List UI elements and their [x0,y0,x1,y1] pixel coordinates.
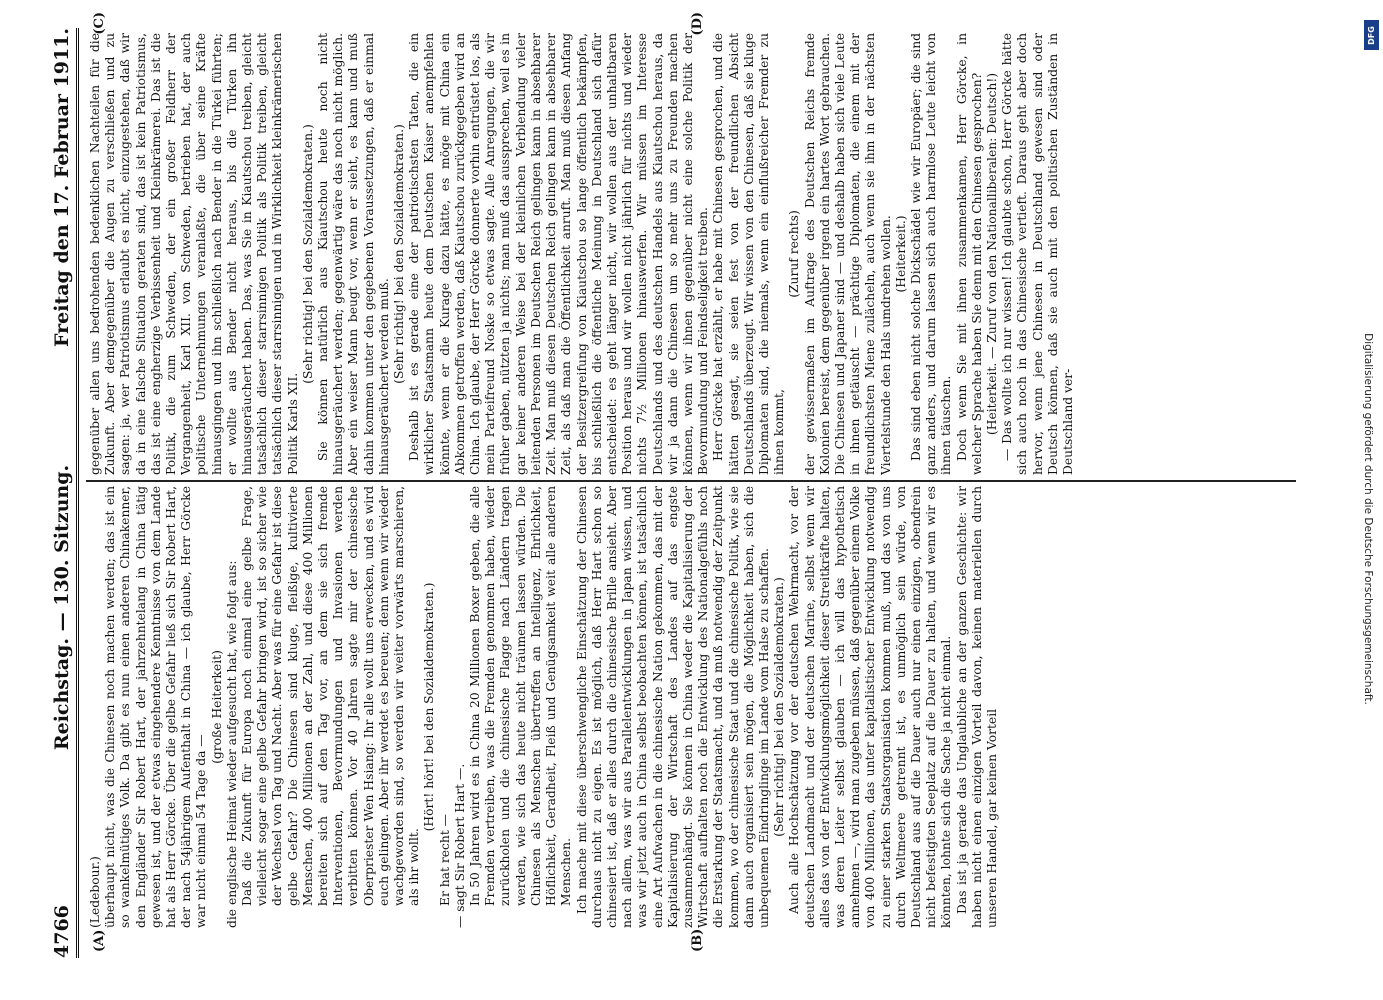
margin-marker-a: (A) [92,929,107,952]
paragraph: Das sind eben nicht solche Dickschädel wie wir Europäer; die sind ganz anders, und darum lassen sich auch harmlose Leute leicht von ihnen täuschen. [908,33,954,475]
right-text-column [88,33,1293,475]
session-title: Reichstag. — 130. Sitzung. [51,464,73,751]
paragraph: (Sehr richtig! bei den Sozialdemokraten.) [772,577,787,837]
margin-marker-c: (C) [92,12,107,35]
paragraph: (Zuruf rechts) [787,210,802,298]
side-margin [1362,12,1382,988]
digitization-note: Digitalisierung gefördert durch die Deutsche Forschungsgemeinschaft. [1362,333,1374,705]
paragraph: Auch alle Hochschätzung vor der deutschen Wehrmacht, vor der deutschen Landmacht und der deutschen Marine, selbst wenn wir alles das von der Entwicklungsmöglichkeit dieser Streitkräfte halten, was deren Leiter selbst glauben — ich will das hypothetisch annehmen —, wird man zugeben müssen, daß gegenüber einem Volke von 400 Millionen, das unter kapitalistischer Entwicklung notwendig zu einer starken Staatsorganisation kommen muß, und das von uns durch Weltmeere getrennt ist, es unmöglich sein würde, von Deutschland aus auf die Dauer auch nur einen einzigen, obendrein nicht befestigten Seeplatz auf die Dauer zu halten, und wenn wir es könnten, lohnte sich die Sache ja nicht einmal. [787,486,954,928]
dfg-logo: DFG [1364,20,1379,50]
margin-marker-d: (D) [690,12,705,36]
margin-marker-b: (B) [690,928,705,952]
paragraph: (große Heiterkeit) [209,650,224,764]
paragraph: Er hat recht — [437,814,452,906]
paragraph: (Sehr richtig! bei den Sozialdemokraten.) [392,124,407,384]
session-date: Freitag den 17. Februar 1911. [51,28,73,348]
paragraph: der gewissermaßen im Auftrage des Deutschen Reichs fremde Kolonien bereist, dem gegenüber irgend ein hartes Wort gebrauchen. Die Chinesen und Japaner sind — und deshalb haben sich viele Leute in ihnen getäuscht — prächtige Diplomaten, die einem mit der freundlichsten Miene zulächeln, auch wenn sie ihm in der nächsten Viertelstunde den Hals umdrehen wollen. [802,33,893,475]
page-header [45,28,73,958]
column-divider [86,480,1296,482]
paragraph: (Sehr richtig! bei den Sozialdemokraten.) [300,124,315,384]
header-rule [76,28,79,958]
paragraph: — Das wollte ich nur wissen! Ich glaubte schon, Herr Görcke hätte sich auch noch in das Chinesische vertieft. Daraus geht aber doch hervor, wenn jene Chinesen in Deutschland gewesen sind oder Deutsch können, daß sie auch mit den politischen Zuständen in Deutschland ver- [1000,33,1075,475]
paragraph: Herr Görcke hat erzählt, er habe mit Chinesen gesprochen, und die hätten gesagt, sie seien fest von der freundlichen Absicht Deutschlands überzeugt. Wir wissen von den Chinesen, daß sie kluge Diplomaten sind, die niemals, wenn ein einflußreicher Fremder zu ihnen kommt, [711,33,787,475]
paragraph: Doch wenn Sie mit ihnen zusammenkamen, Herr Görcke, in welcher Sprache haben Sie denn mit den Chinesen gesprochen? [954,33,984,475]
page-number: 4766 [51,905,73,958]
paragraph: Deshalb ist es gerade eine der patriotischsten Taten, die ein wirklicher Staatsmann heute dem Deutschen Kaiser anempfehlen könnte, wenn er die Kurage dazu hätte, es möge mit China ein Abkommen getroffen werden, daß Kiautschou zurückgegeben wird an China. Ich glaube, der Herr Görcke donnerte vorhin entrüstet los, als mein Parteifreund Noske so etwas sagte. Alle Anregungen, die wir früher gaben, nützten ja nichts; man muß das aussprechen, weil es in gar keiner anderen Weise bei der kleinlichen Verblendung vieler leitenden Personen im Deutschen Reich gelingen kann in absehbarer Zeit. Man muß diesen Deutschen Reich gelingen kann in absehbarer Zeit, als daß man die Öffentlichkeit anruft. Man muß diesen Anfang der Besitzergreifung von Kiautschou so lange öffentlich bekämpfen, bis schließlich die öffentliche Meinung in Deutschland sich dafür entscheidet: es geht länger nicht, wir wollen aus der unhaltbaren Position heraus und wir wollen nicht jährlich für nichts und wieder nichts 7½ Millionen hinauswerfen. Wir müssen im Interesse Deutschlands und des deutschen Handels aus Kiautschou heraus, da wir ja dann die Chinesen um so mehr uns zu Freunden machen können, wenn wir ihnen gegenüber nicht eine solche Politik der Bevormundung und Feindseligkeit treiben. [407,33,711,475]
paragraph: — sagt Sir Robert Hart —. [452,763,467,928]
paragraph: Das ist ja gerade das Unglaubliche an der ganzen Geschichte: wir haben nicht einen einzigen Vorteil davon, keinen materiellen durch unseren Handel, gar keinen Vorteil [954,486,999,928]
paragraph: (Hört! hört! bei den Sozialdemokraten.) [422,582,437,832]
paragraph: (Ledebour.) [88,856,102,928]
paragraph: In 50 Jahren wird es in China 20 Millionen Boxer geben, die alle Fremden vertreiben, was die Fremden genommen haben, wieder zurückholen und die chinesische Flagge nach Ländern tragen werden, wie sich das heute nicht träumen lassen würden. Die Chinesen als Menschen übertreffen an Intelligenz, Ehrlichkeit, Höflichkeit, Geradheit, Fleiß und Genügsamkeit weit alle anderen Menschen. [468,486,574,906]
paragraph: Ich mache mit diese überschwengliche Einschätzung der Chinesen durchaus nicht zu eigen. Es ist möglich, daß Herr Hart schon so chinesiert ist, daß er alles durch die chinesische Brille ansieht. Aber nach allem, was wir aus Parallelentwicklungen in Japan wissen, und was wir jetzt auch in China selbst beobachten können, ist tatsächlich eine Art Aufwachen in die chinesische Nation gekommen, das mit der Kapitalisierung der Wirtschaft des Landes auf das engste zusammenhängt. Sie können in China weder die Kapitalisierung der Wirtschaft aufhalten noch die Entwicklung des Nationalgefühls noch die Erstarkung der Staatsmacht, und da muß notwendig der Zeitpunkt kommen, wo der chinesische Staat und die chinesische Politik, wie sie dann auch organisiert sein mögen, die Möglichkeit haben, sich die unbequemen Eindringlinge im Lande vom Halse zu schaffen. [574,486,771,928]
paragraph: überhaupt nicht, was die Chinesen noch machen werden; das ist ein so wankelmütiges Volk. Da gibt es nun einen anderen Chinakenner, den Engländer Sir Robert Hart, der jahrzehntelang in China tätig gewesen ist, und der etwas eingehendere Kenntnisse von dem Lande hat als Herr Görcke. Über die gelbe Gefahr ließ sich Sir Robert Hart, der nach 54jährigem Aufenthalt in China — ich glaube, Herr Görcke war nicht einmal 54 Tage da — [103,486,209,928]
paragraph: gegenüber allen uns bedrohenden bedenklichen Nachteilen für die Zukunft. Aber demgegenüber die Augen zu verschließen und zu sagen: ja, wer Patriotismus erlaubt es nicht, einzugestehen, daß wir da in eine falsche Situation geraten sind, das ist kein Patriotismus, das ist eine engherzige Verbissenheit und Kleinkrämerei. Das ist die Politik, die zum Schweden, der ein großer Feldherr der Vergangenheit, Karl XII. von Schweden, betrieben hat, der auch politische Unternehmungen veranlaßte, die über seine Kräfte hinausgingen und ihn schließlich nach Bender in die Türkei führten; er wollte aus Bender nicht heraus, bis die Türken ihn hinausgeräuchert haben. Das, was Sie in Kiautschou treiben, gleicht tatsächlich dieser starrsinnigen Politik als Politik treiben, gleicht tatsächlich dieser starrsinnigen und in Wirklichkeit kleinkrämerischen Politik Karls XII. [88,33,300,475]
paragraph: Daß die Zukunft für Europa noch einmal eine gelbe Frage, vielleicht sogar eine gelbe Gefahr bringen wird, ist so sicher wie der Wechsel von Tag und Nacht. Aber was für eine Gefahr ist diese gelbe Gefahr? Die Chinesen sind kluge, fleißige, kultivierte Menschen, 400 Millionen an der Zahl, und diese 400 Millionen bereiten sich auf den Tag vor, an dem sie sich fremde Interventionen, Bevormundungen und Invasionen werden verbitten können. Vor 40 Jahren sagte mir der chinesische Oberpriester Wen Hsiang: Ihr alle wollt uns erwecken, und es wird euch gelingen. Aber ihr werdet es bereuen; denn wenn wir wieder wachgeworden sind, so werden wir weiter vorwärts marschieren, als ihr wollt. [240,486,422,906]
paragraph: die englische Heimat wieder aufgesucht hat, wie folgt aus: [224,560,239,928]
paragraph: Sie können natürlich aus Kiautschou heute noch nicht hinausgeräuchert werden; gegenwärtig wäre das noch nicht möglich. Aber ein weiser Mann beugt vor, wenn er sieht, es kann und muß dahin kommen unter den gegebenen Voraussetzungen, daß er einmal hinausgeräuchert werden muß. [316,33,391,475]
paragraph: (Heiterkeit. — Zuruf von den Nationalliberalen: Deutsch!) [984,72,999,436]
paragraph: (Heiterkeit.) [893,215,908,293]
left-text-column [88,486,1293,928]
